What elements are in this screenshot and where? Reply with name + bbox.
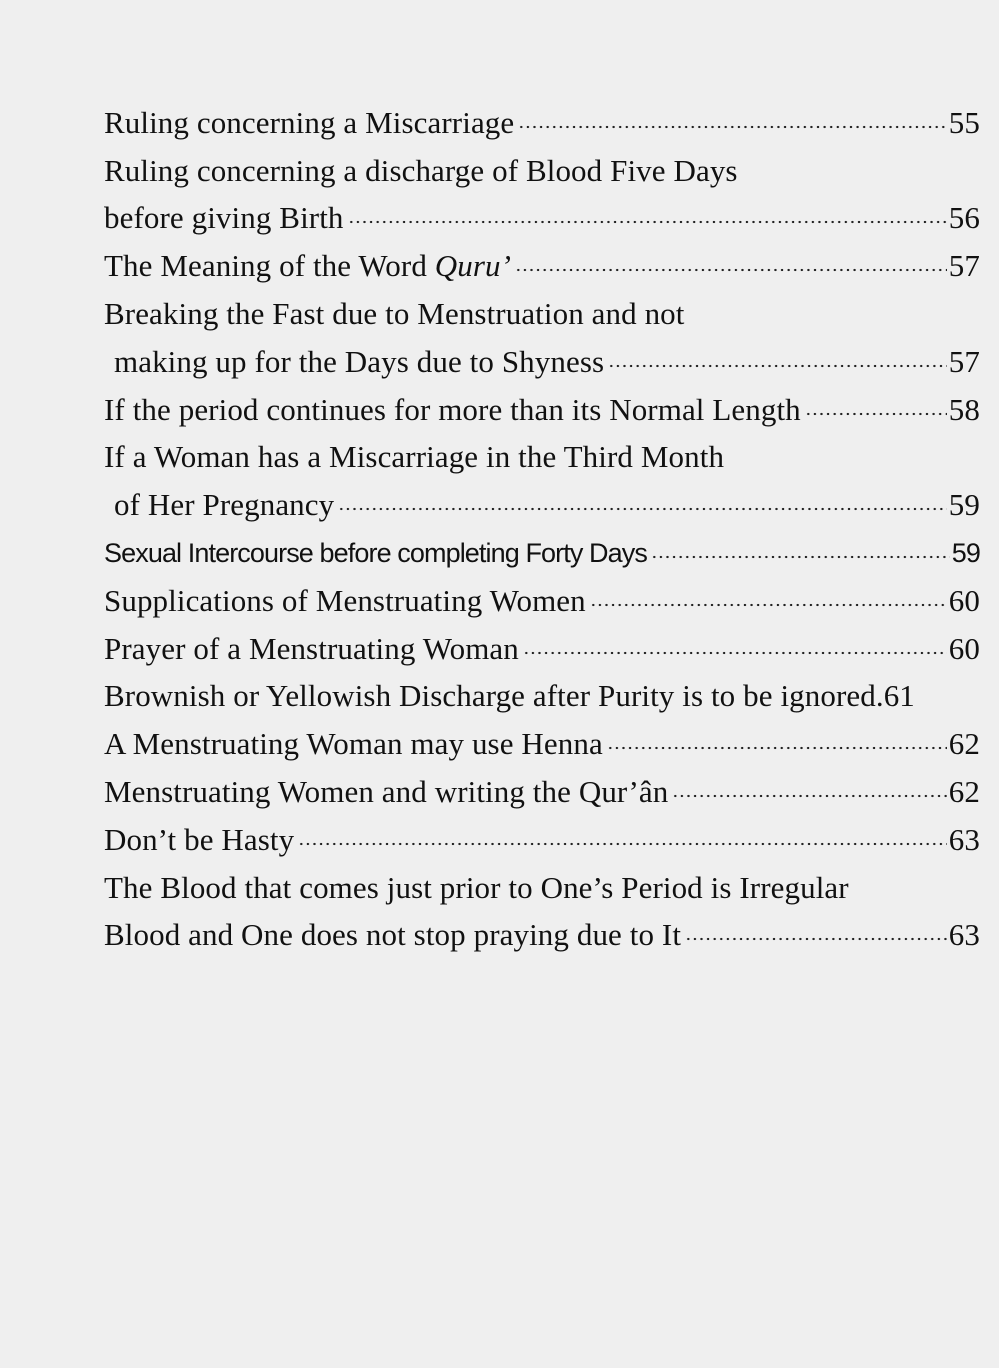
toc-entry — [104, 764, 980, 812]
toc-page-number: 60 — [948, 582, 980, 618]
toc-page-number: 58 — [948, 391, 980, 427]
toc-entry-title: Sexual Intercourse before completing Forty Days — [104, 537, 647, 568]
table-of-contents — [104, 95, 980, 955]
toc-entry — [104, 860, 980, 908]
toc-entry — [104, 812, 980, 860]
toc-entry-title: If a Woman has a Miscarriage in the Third Month — [104, 439, 725, 475]
toc-page-number: 59 — [951, 537, 980, 568]
dot-leader — [805, 407, 947, 421]
dot-leader — [685, 932, 947, 946]
toc-entry-title: making up for the Days due to Shyness — [114, 343, 605, 379]
toc-entry — [104, 525, 980, 573]
dot-leader — [672, 789, 946, 803]
dot-leader — [608, 359, 947, 373]
toc-page-number: 59 — [948, 487, 980, 523]
toc-page-number: 55 — [948, 104, 980, 140]
toc-entry — [104, 95, 980, 143]
toc-page-number: 63 — [948, 917, 980, 953]
dot-leader — [348, 215, 947, 229]
toc-entry-title: If the period continues for more than its Normal Length — [104, 391, 801, 427]
toc-entry — [104, 621, 980, 669]
toc-entry — [104, 238, 980, 286]
toc-entry-title: before giving Birth — [104, 200, 344, 236]
toc-entry-title: Blood and One does not stop praying due to It — [104, 917, 682, 953]
toc-entry — [104, 716, 980, 764]
toc-page-number: 62 — [948, 773, 980, 809]
toc-entry-title: Breaking the Fast due to Menstruation and not — [104, 295, 685, 331]
toc-entry — [104, 191, 980, 239]
dot-leader — [590, 598, 947, 612]
toc-entry — [104, 286, 980, 334]
toc-entry-title: A Menstruating Woman may use Henna — [104, 726, 603, 762]
toc-entry-title — [104, 246, 511, 286]
toc-page-number: 57 — [948, 248, 980, 284]
toc-entry-title: Prayer of a Menstruating Woman — [104, 630, 519, 666]
toc-entry-title: Supplications of Menstruating Women — [104, 582, 586, 618]
dot-leader — [298, 837, 947, 851]
toc-entry — [104, 143, 980, 191]
toc-entry — [104, 334, 980, 382]
toc-entry-title: Menstruating Women and writing the Qur’ân — [104, 773, 669, 809]
toc-page-number: 63 — [948, 821, 980, 857]
toc-page-number: 60 — [948, 630, 980, 666]
toc-entry-title-italic: Quru’ — [434, 248, 512, 284]
dot-leader — [651, 550, 950, 564]
dot-leader — [338, 502, 947, 516]
toc-entry-title-text: The Meaning of the Word — [104, 248, 435, 284]
toc-entry — [104, 477, 980, 525]
toc-page-number: 62 — [948, 726, 980, 762]
toc-entry-title: Don’t be Hasty — [104, 821, 295, 857]
dot-leader — [523, 646, 947, 660]
toc-entry — [104, 669, 980, 717]
toc-entry — [104, 573, 980, 621]
toc-page-number: 61 — [883, 678, 915, 714]
dot-leader — [518, 120, 947, 134]
toc-entry-title: The Blood that comes just prior to One’s Period is Irregular — [104, 869, 849, 905]
dot-leader — [607, 741, 947, 755]
toc-entry — [104, 382, 980, 430]
toc-entry-title: Brownish or Yellowish Discharge after Purity is to be ignored. — [104, 678, 884, 714]
toc-entry-title: Ruling concerning a Miscarriage — [104, 104, 515, 140]
toc-entry-title: Ruling concerning a discharge of Blood Five Days — [104, 152, 738, 188]
toc-entry-title: of Her Pregnancy — [114, 487, 335, 523]
toc-entry — [104, 908, 980, 956]
dot-leader — [515, 263, 947, 277]
toc-entry — [104, 430, 980, 478]
toc-page-number: 56 — [948, 200, 980, 236]
toc-page-number: 57 — [948, 343, 980, 379]
